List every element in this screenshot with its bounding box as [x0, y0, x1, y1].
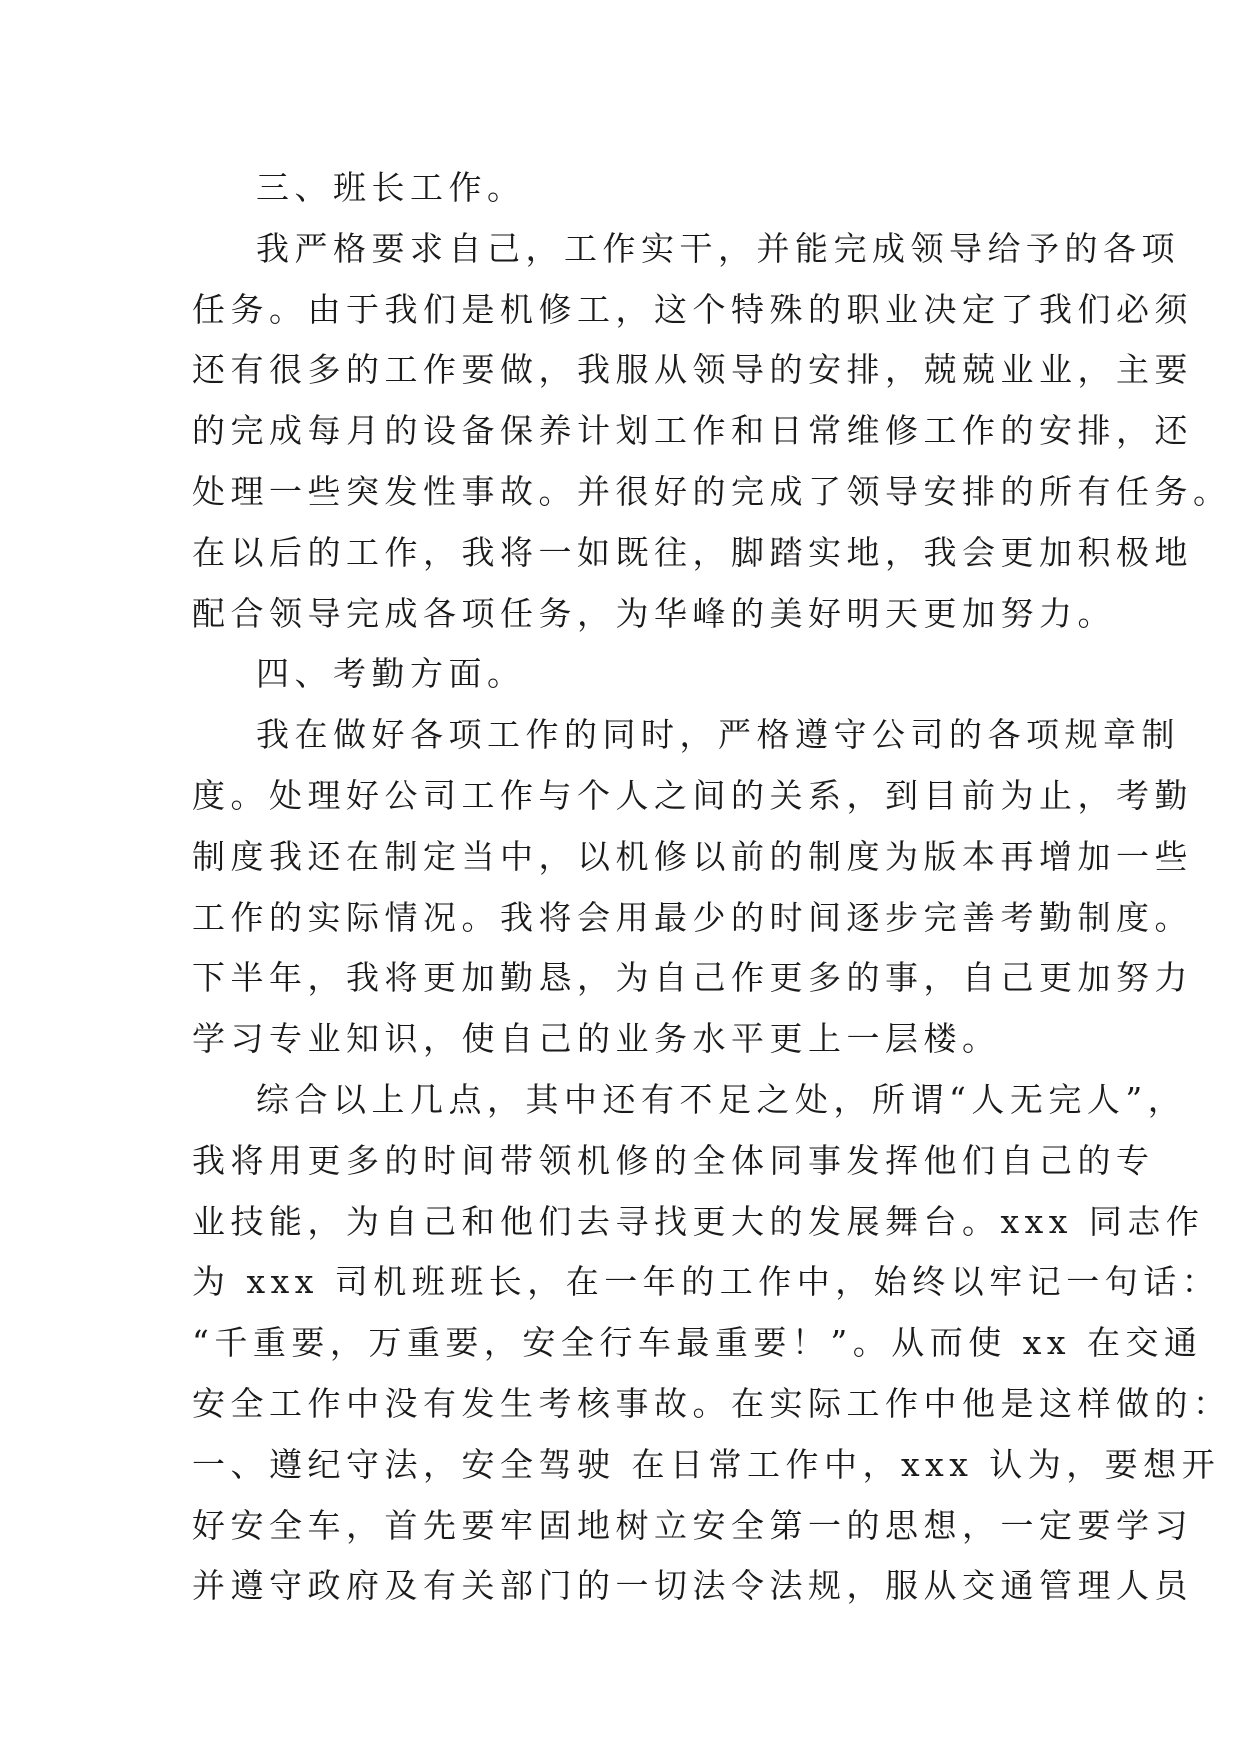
- paragraph-line: 处理一些突发性事故。并很好的完成了领导安排的所有任务。: [192, 471, 1232, 511]
- paragraph-line: 为 xxx 司机班班长，在一年的工作中，始终以牢记一句话：: [192, 1262, 1221, 1302]
- paragraph-line: 制度我还在制定当中，以机修以前的制度为版本再增加一些: [192, 836, 1193, 876]
- paragraph-line: 下半年，我将更加勤恳，为自己作更多的事，自己更加努力: [192, 958, 1193, 998]
- document-body: [192, 158, 1232, 1617]
- paragraph-line: 好安全车，首先要牢固地树立安全第一的思想，一定要学习: [192, 1505, 1193, 1545]
- section-heading-team-leader: 三、班长工作。: [256, 168, 526, 207]
- paragraph-line: 我严格要求自己，工作实干，并能完成领导给予的各项: [256, 228, 1180, 268]
- paragraph-line: 在以后的工作，我将一如既往，脚踏实地，我会更加积极地: [192, 532, 1193, 572]
- paragraph-line: 还有很多的工作要做，我服从领导的安排，兢兢业业，主要: [192, 350, 1193, 390]
- paragraph-line: 我将用更多的时间带领机修的全体同事发挥他们自己的专: [192, 1140, 1155, 1180]
- paragraph-line: 并遵守政府及有关部门的一切法令法规，服从交通管理人员: [192, 1566, 1193, 1606]
- paragraph-line: 任务。由于我们是机修工，这个特殊的职业决定了我们必须: [192, 289, 1193, 329]
- paragraph-line: 我在做好各项工作的同时，严格遵守公司的各项规章制: [256, 715, 1180, 755]
- paragraph-line: 配合领导完成各项任务，为华峰的美好明天更加努力。: [192, 593, 1116, 633]
- paragraph-line: 综合以上几点，其中还有不足之处，所谓“人无完人”，: [256, 1079, 1187, 1119]
- paragraph-line: 度。处理好公司工作与个人之间的关系，到目前为止，考勤: [192, 775, 1193, 815]
- paragraph-line: 工作的实际情况。我将会用最少的时间逐步完善考勤制度。: [192, 897, 1193, 937]
- paragraph-line: 业技能，为自己和他们去寻找更大的发展舞台。xxx 同志作: [192, 1201, 1205, 1241]
- paragraph-line: 安全工作中没有发生考核事故。在实际工作中他是这样做的：: [192, 1383, 1232, 1423]
- paragraph-line: 学习专业知识，使自己的业务水平更上一层楼。: [192, 1019, 1001, 1059]
- paragraph-line: 一、遵纪守法，安全驾驶 在日常工作中，xxx 认为，要想开: [192, 1444, 1221, 1484]
- paragraph-line: “千重要，万重要，安全行车最重要！”。从而使 xx 在交通: [192, 1323, 1203, 1363]
- section-heading-attendance: 四、考勤方面。: [256, 654, 526, 694]
- paragraph-line: 的完成每月的设备保养计划工作和日常维修工作的安排，还: [192, 411, 1193, 451]
